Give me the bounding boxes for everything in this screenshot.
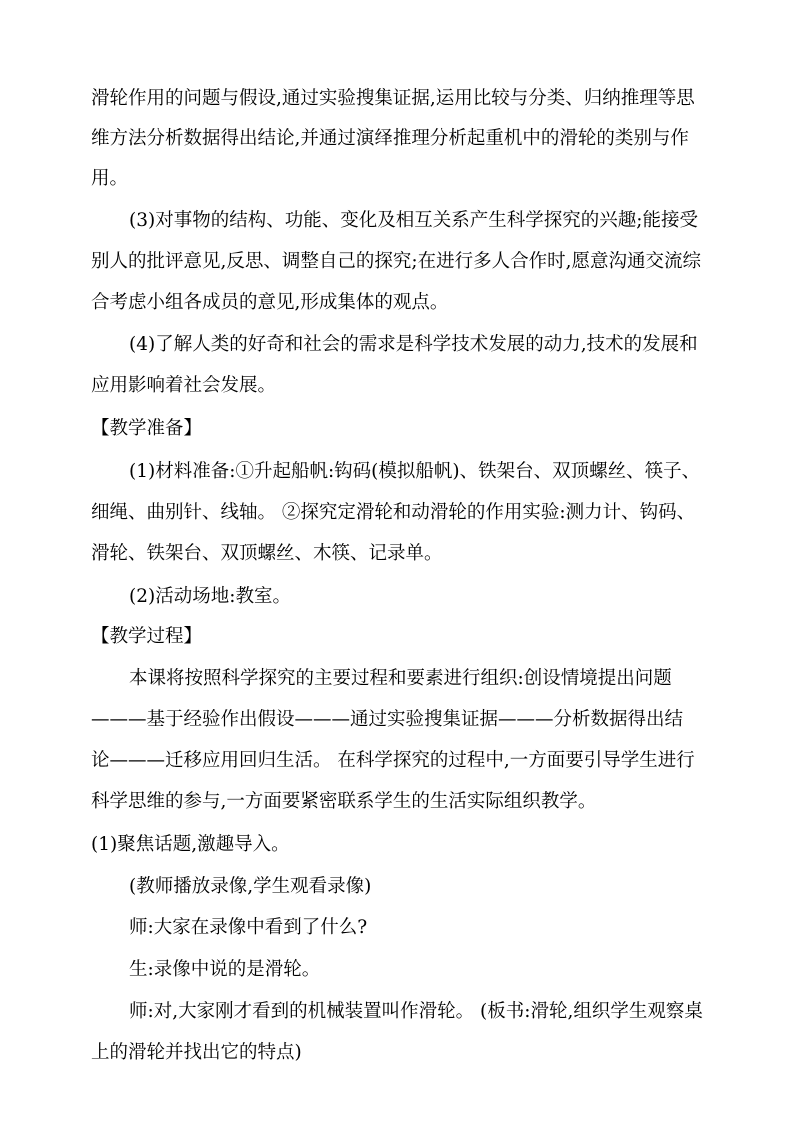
dialogue-line: 师:大家在录像中看到了什么?: [129, 917, 368, 938]
paragraph-line: 上的滑轮并找出它的特点): [91, 1042, 302, 1063]
dialogue-line: 师:对,大家刚才看到的机械装置叫作滑轮。 (板书:滑轮,组织学生观察桌: [129, 1001, 703, 1022]
paragraph-line: ———基于经验作出假设———通过实验搜集证据———分析数据得出结: [91, 709, 684, 730]
dialogue-line: 生:录像中说的是滑轮。: [129, 959, 321, 980]
paragraph-line: 滑轮作用的问题与假设,通过实验搜集证据,运用比较与分类、归纳推理等思: [91, 88, 695, 109]
paragraph-line: 用。: [91, 168, 129, 189]
step-heading: (1)聚焦话题,激趣导入。: [91, 834, 290, 855]
paragraph-line: (2)活动场地:教室。: [129, 586, 291, 607]
paragraph-line: 别人的批评意见,反思、调整自己的探究;在进行多人合作时,愿意沟通交流综: [91, 251, 701, 272]
paragraph-line: 科学思维的参与,一方面要紧密联系学生的生活实际组织教学。: [91, 791, 597, 812]
paragraph-line: 维方法分析数据得出结论,并通过演绎推理分析起重机中的滑轮的类别与作: [91, 128, 689, 149]
paragraph-line: (1)材料准备:①升起船帆:钩码(模拟船帆)、铁架台、双顶螺丝、筷子、: [129, 461, 701, 482]
paragraph-line: (4)了解人类的好奇和社会的需求是科学技术发展的动力,技术的发展和: [129, 334, 698, 355]
paragraph-line: 细绳、曲别针、线轴。 ②探究定滑轮和动滑轮的作用实验:测力计、钩码、: [91, 502, 696, 523]
section-heading-preparation: 【教学准备】: [91, 418, 203, 439]
paragraph-line: 合考虑小组各成员的意见,形成集体的观点。: [91, 292, 449, 313]
paragraph-line: (3)对事物的结构、功能、变化及相互关系产生科学探究的兴趣;能接受: [129, 210, 698, 231]
paragraph-line: 论———迁移应用回归生活。 在科学探究的过程中,一方面要引导学生进行: [91, 750, 695, 771]
paragraph-line: 滑轮、铁架台、双顶螺丝、木筷、记录单。: [91, 543, 443, 564]
paragraph-line: (教师播放录像,学生观看录像): [129, 876, 372, 897]
paragraph-line: 应用影响着社会发展。: [91, 375, 277, 396]
section-heading-process: 【教学过程】: [91, 626, 203, 647]
paragraph-line: 本课将按照科学探究的主要过程和要素进行组织:创设情境提出问题: [129, 668, 672, 689]
